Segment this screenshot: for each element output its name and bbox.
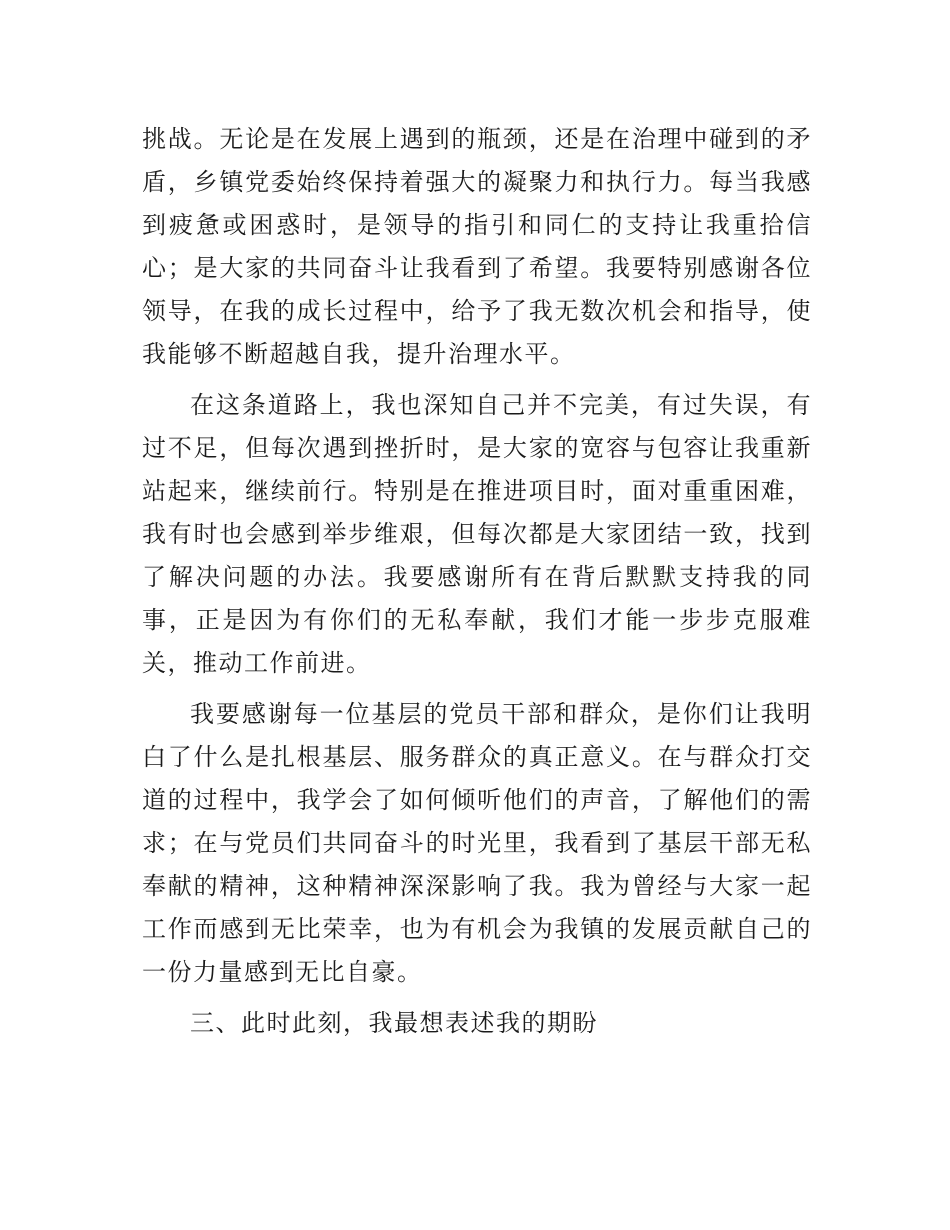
paragraph-gratitude-grassroots: 我要感谢每一位基层的党员干部和群众，是你们让我明白了什么是扎根基层、服务群众的真正意义。在与群众打交道的过程中，我学会了如何倾听他们的声音，了解他们的需求；在与党员们共同奋斗的时光里，我看到了基层干部无私奉献的精神，这种精神深深影响了我。我为曾经与大家一起工作而感到无比荣幸，也为有机会为我镇的发展贡献自己的一份力量感到无比自豪。 (142, 700, 812, 986)
paragraph-setbacks: 在这条道路上，我也深知自己并不完美，有过失误，有过不足，但每次遇到挫折时，是大家的宽容与包容让我重新站起来，继续前行。特别是在推进项目时，面对重重困难，我有时也会感到举步维艰，但每次都是大家团结一致，找到了解决问题的办法。我要感谢所有在背后默默支持我的同事，正是因为有你们的无私奉献，我们才能一步步克服难关，推动工作前进。 (142, 391, 812, 677)
document-body (142, 118, 812, 1053)
section-heading: 三、此时此刻，我最想表述我的期盼 (190, 1009, 598, 1037)
paragraph-continued: 挑战。无论是在发展上遇到的瓶颈，还是在治理中碰到的矛盾，乡镇党委始终保持着强大的凝聚力和执行力。每当我感到疲惫或困惑时，是领导的指引和同仁的支持让我重拾信心；是大家的共同奋斗让我看到了希望。我要特别感谢各位领导，在我的成长过程中，给予了我无数次机会和指导，使我能够不断超越自我，提升治理水平。 (142, 125, 812, 368)
